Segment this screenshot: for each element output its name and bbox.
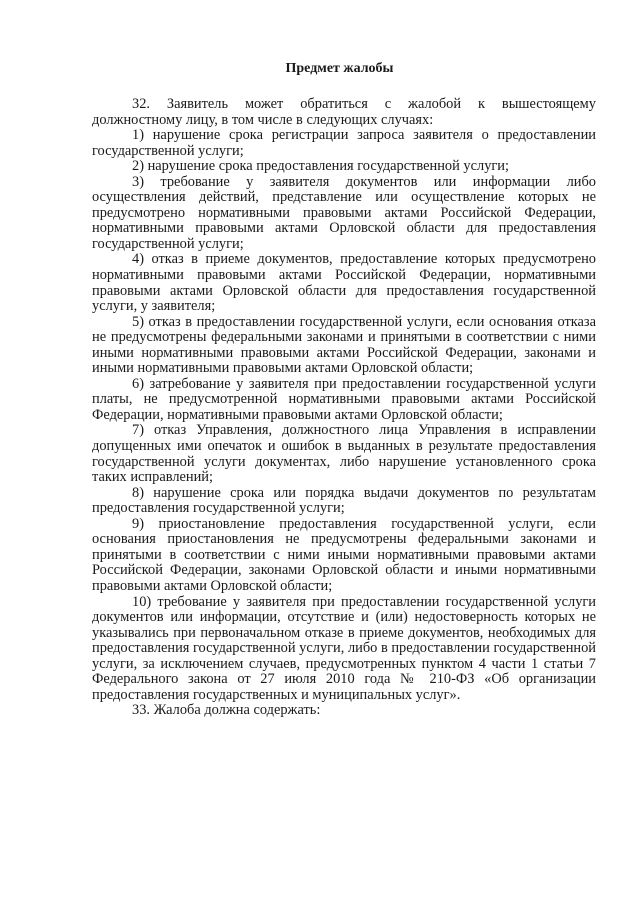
list-item-6: 6) затребование у заявителя при предоставлении государственной услуги платы, не предусмотренной нормативными правовыми актами Российской Федерации, нормативными правовыми актами Орловской области; xyxy=(92,375,596,423)
list-item-10: 10) требование у заявителя при предоставлении государственной услуги документов или информации, отсутствие и (или) недостоверность которых не указывались при первоначальном отказе в приеме документов, необходимых для предоставления государственной услуги, либо в предоставлении государственной услуги, за исключением случаев, предусмотренных пунктом 4 части 1 статьи 7 Федерального закона от 27 июля 2010 года № 210-ФЗ «Об организации предоставления государственных и муниципальных услуг». xyxy=(92,593,596,703)
list-item-8: 8) нарушение срока или порядка выдачи документов по результатам предоставления государственной услуги; xyxy=(92,484,596,517)
list-item-9: 9) приостановление предоставления государственной услуги, если основания приостановления не предусмотрены федеральными законами и принятыми в соответствии с ними иными нормативными правовыми актами Российской Федерации, законами Орловской области и иными нормативными правовыми актами Орловской области; xyxy=(92,515,596,594)
section-title: Предмет жалобы xyxy=(285,61,394,76)
list-item-3: 3) требование у заявителя документов или информации либо осуществления действий, представление или осуществление которых не предусмотрено нормативными правовыми актами Российской Федерации, нормативными правовыми актами Орловской области для предоставления государственной услуги; xyxy=(92,173,596,252)
paragraph-32: 32. Заявитель может обратиться с жалобой к вышестоящему должностному лицу, в том числе в следующих случаях: xyxy=(92,96,596,128)
list-item-4: 4) отказ в приеме документов, предоставление которых предусмотрено нормативными правовыми актами Российской Федерации, нормативными правовыми актами Орловской области для предоставления государственной услуги, у заявителя; xyxy=(92,251,596,315)
paragraph-33: 33. Жалоба должна содержать: xyxy=(132,702,321,719)
list-item-5: 5) отказ в предоставлении государственной услуги, если основания отказа не предусмотрены федеральными законами и принятыми в соответствии с ними иными нормативными правовыми актами Российской Федерации, законами и иными нормативными правовыми актами Орловской области; xyxy=(92,313,596,377)
document-body xyxy=(92,97,596,719)
list-item-1: 1) нарушение срока регистрации запроса заявителя о предоставлении государственной услуги; xyxy=(92,127,596,159)
list-item-2: 2) нарушение срока предоставления государственной услуги; xyxy=(132,158,509,175)
list-item-7: 7) отказ Управления, должностного лица Управления в исправлении допущенных ими опечаток и ошибок в выданных в результате предоставления государственной услуги документах, либо нарушение установленного срока таких исправлений; xyxy=(92,422,596,486)
